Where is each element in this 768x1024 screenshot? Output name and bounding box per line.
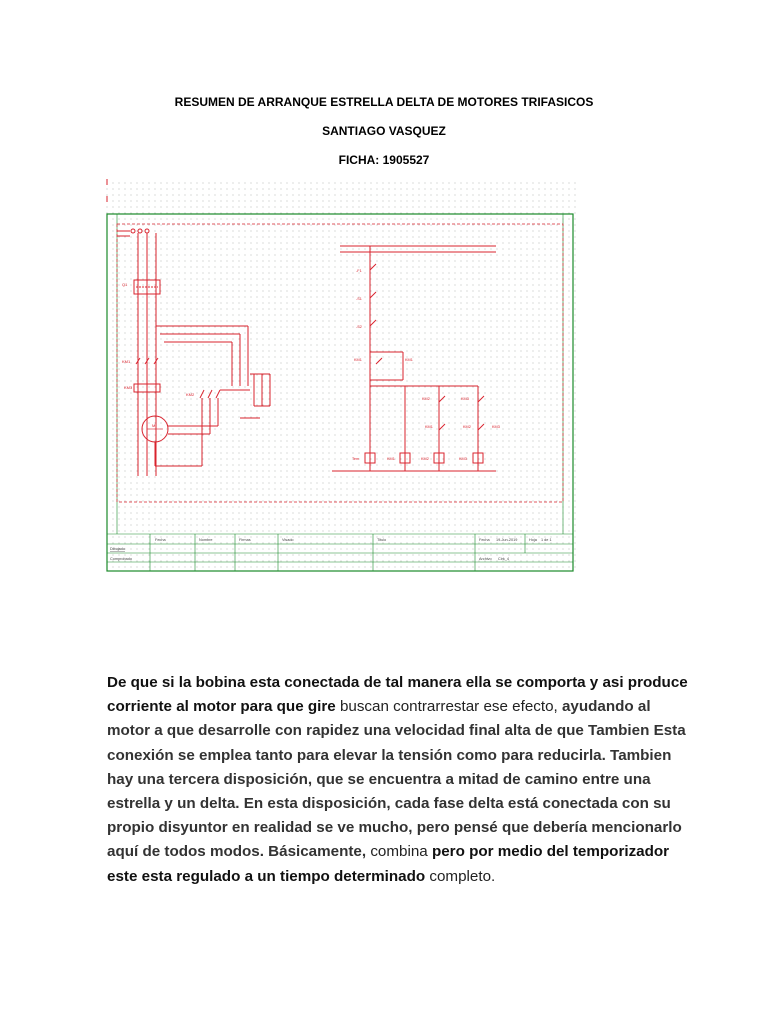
body-paragraph [107, 671, 697, 889]
document-author: SANTIAGO VASQUEZ [322, 124, 446, 138]
ctrl-label-km1a: KM1 [354, 358, 362, 362]
tb-visado: Visado [282, 538, 294, 542]
tb-hoja: Hoja [529, 538, 537, 542]
ctrl-label-tem: Tem [352, 457, 360, 461]
label-m: M [152, 423, 156, 428]
tb-titulo: Titulo [377, 538, 387, 542]
label-km2: KM2 [186, 392, 195, 397]
label-km1: KM1 [122, 359, 131, 364]
body-segment: . [491, 867, 496, 885]
ctrl-label-km1d: KM1 [387, 457, 395, 461]
ctrl-label-s1: -S1 [356, 297, 362, 301]
tb-fecha2: Fecha [479, 538, 490, 542]
ctrl-label-km2b: KM2 [463, 425, 471, 429]
body-segment: pero por medio del temporizador este esta regulado a un tiempo determinado [107, 843, 670, 885]
ctrl-label-km3c: KM3 [459, 457, 467, 461]
star-delta-schematic [100, 176, 580, 576]
tb-firmas: Firmas [239, 538, 251, 542]
ctrl-label-f1: -F1 [356, 269, 362, 273]
body-segment: ayudando al motor a que desarrolle con rapidez una velocidad final alta de que Tambien Esta conexión se emplea tanto para elevar la tensión como para reducirla. Tambien hay una tercera disposición, que se encuentra a mitad de camino entre una estrella y un delta. En esta disposición, cada fase delta está conectada con su propio disyuntor en realidad se ve mucho, pero pensé que debería mencionarlo aquí de todos modos. Básicamente, [107, 698, 686, 861]
tb-date: 19-Jun-2019 [496, 538, 518, 542]
body-segment: combina [370, 843, 432, 861]
body-segment: De que si la bobina esta conectada de tal manera ella se comporta y asi produce corriente al motor para que gire [107, 674, 688, 716]
document-title: RESUMEN DE ARRANQUE ESTRELLA DELTA DE MOTORES TRIFASICOS [174, 95, 594, 109]
tb-fecha: Fecha [155, 538, 166, 542]
document-ficha: FICHA: 1905527 [338, 153, 430, 167]
tb-nombre: Nombre [199, 538, 213, 542]
tb-file: Cirk_4 [498, 557, 509, 561]
ctrl-label-km1b: KM1 [405, 358, 413, 362]
tb-comprobado: Comprobado [110, 557, 132, 561]
body-segment: buscan contrarrestar ese efecto, [339, 698, 562, 716]
tb-archivo: Archivo [479, 557, 492, 561]
body-segment: completo [429, 867, 492, 885]
tb-sheet: 1 de 1 [541, 538, 552, 542]
tb-dibujado: Dibujado [110, 547, 125, 551]
ctrl-label-s2: -S2 [356, 325, 362, 329]
label-q1: Q1 [122, 282, 128, 287]
label-km3: KM3 [124, 385, 133, 390]
ctrl-label-km1c: KM1 [425, 425, 433, 429]
dot-grid [104, 180, 576, 572]
ctrl-label-km2c: KM2 [421, 457, 429, 461]
ctrl-label-km3b: KM3 [492, 425, 500, 429]
ctrl-label-km2a: KM2 [422, 397, 430, 401]
ctrl-label-km3a: KM3 [461, 397, 469, 401]
